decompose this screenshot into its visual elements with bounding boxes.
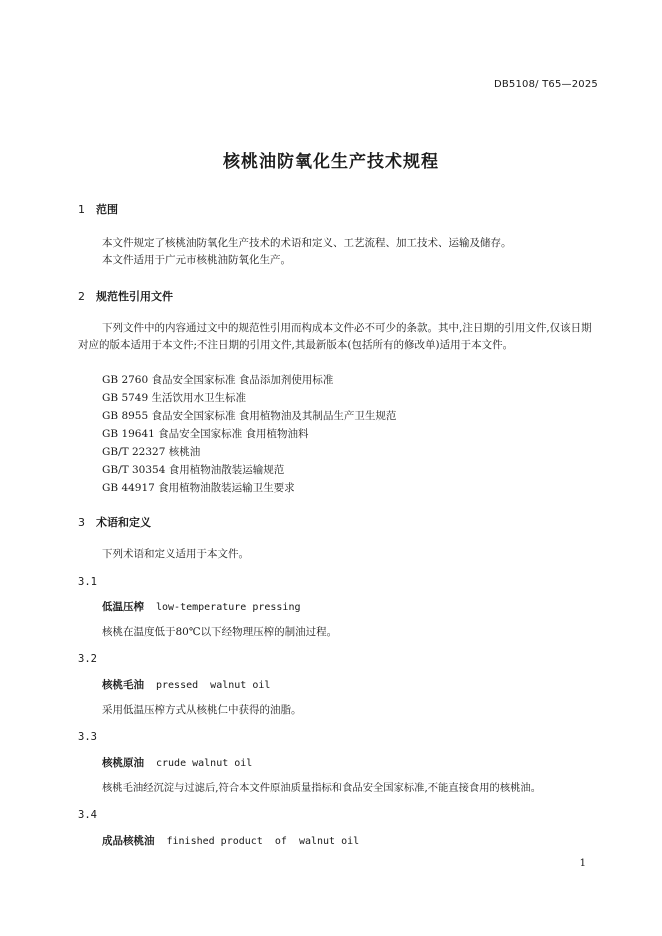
term-name-zh: 低温压榨 [102,601,144,613]
term-name-zh: 核桃原油 [102,757,144,769]
term-definition: 采用低温压榨方式从核桃仁中获得的油脂。 [102,704,302,716]
term-name [102,833,359,848]
section-number: 1 [78,203,85,216]
term-name-en: crude walnut oil [156,758,253,769]
term-name-en: pressed walnut oil [156,680,271,691]
term-number: 3.4 [78,809,97,821]
standard-item: GB/T 22327 核桃油 [102,446,201,458]
term-name-zh: 成品核桃油 [102,835,155,847]
references-intro: 下列文件中的内容通过文中的规范性引用而构成本文件必不可少的条款。其中,注日期的引用文件,仅该日期对应的版本适用于本文件;不注日期的引用文件,其最新版本(包括所有的修改单)适用于本文件。 [78,322,592,351]
scope-paragraph-2: 本文件适用于广元市核桃油防氧化生产。 [102,254,291,266]
document-code: DB5108/ T65—2025 [493,79,598,90]
document-title: 核桃油防氧化生产技术规程 [223,152,439,172]
term-number: 3.2 [78,653,97,665]
section-title: 规范性引用文件 [96,290,173,303]
term-definition: 核桃毛油经沉淀与过滤后,符合本文件原油质量指标和食品安全国家标准,不能直接食用的核桃油。 [102,782,542,794]
terms-intro: 下列术语和定义适用于本文件。 [102,548,249,560]
standard-item: GB/T 30354 食用植物油散装运输规范 [102,464,285,476]
term-name-zh: 核桃毛油 [102,679,144,691]
section-heading-terms [78,514,151,530]
section-number: 2 [78,290,85,303]
term-definition: 核桃在温度低于80℃以下经物理压榨的制油过程。 [102,626,338,638]
standard-item: GB 8955 食品安全国家标准 食用植物油及其制品生产卫生规范 [102,410,397,422]
term-name [102,677,270,692]
scope-paragraph-1: 本文件规定了核桃油防氧化生产技术的术语和定义、工艺流程、加工技术、运输及储存。 [102,237,512,249]
standard-item: GB 19641 食品安全国家标准 食用植物油料 [102,428,309,440]
term-number: 3.3 [78,731,97,743]
standard-item: GB 2760 食品安全国家标准 食品添加剂使用标准 [102,374,334,386]
section-number: 3 [78,516,85,529]
term-name [102,599,301,614]
section-title: 范围 [96,203,118,216]
section-title: 术语和定义 [96,516,151,529]
term-name [102,755,252,770]
term-number: 3.1 [78,576,97,588]
page-number: 1 [579,858,586,869]
section-heading-scope [78,201,118,217]
term-name-en: finished product of walnut oil [166,836,360,847]
term-name-en: low-temperature pressing [156,602,301,613]
standard-item: GB 44917 食用植物油散装运输卫生要求 [102,482,295,494]
section-heading-references [78,288,173,304]
standards-list [102,371,396,497]
standard-item: GB 5749 生活饮用水卫生标准 [102,392,247,404]
